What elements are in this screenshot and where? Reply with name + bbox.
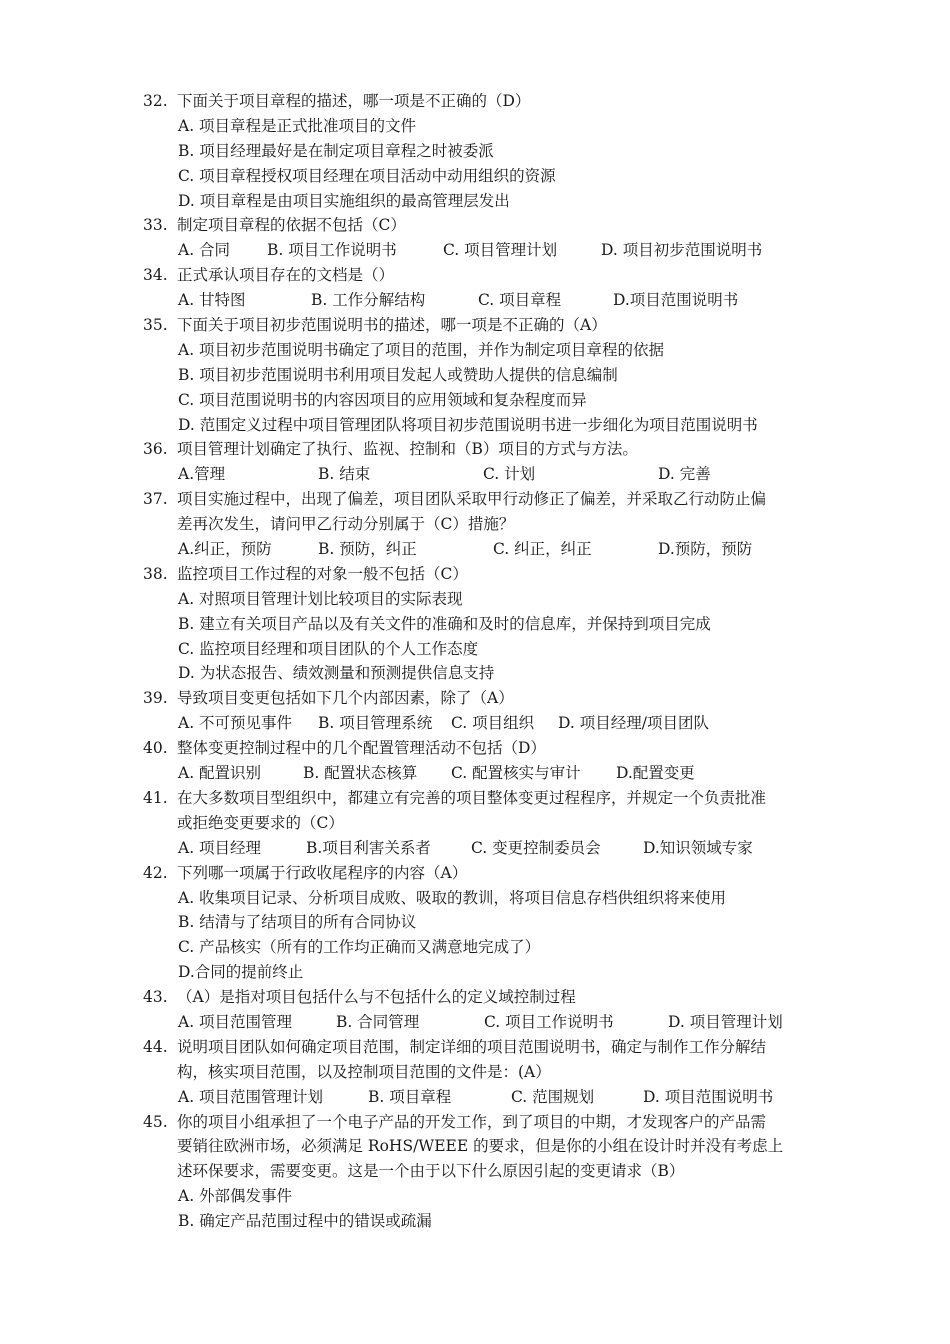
question-number: 35. bbox=[143, 316, 168, 335]
question-item bbox=[143, 437, 813, 487]
option-row bbox=[143, 1010, 813, 1035]
answer-option: A. 配置识别 bbox=[178, 764, 262, 783]
answer-option: C. 项目范围说明书的内容因项目的应用领域和复杂程度而异 bbox=[178, 390, 587, 409]
question-number: 36. bbox=[143, 440, 168, 459]
answer-option: C. 监控项目经理和项目团队的个人工作态度 bbox=[178, 639, 479, 658]
question-stem-line bbox=[143, 1035, 813, 1060]
question-text: 项目管理计划确定了执行、监视、控制和（B）项目的方式与方法。 bbox=[177, 440, 638, 459]
option-row bbox=[143, 462, 813, 487]
answer-option: C. 项目管理计划 bbox=[443, 241, 558, 260]
answer-option: D. 项目初步范围说明书 bbox=[601, 241, 763, 260]
question-number: 45. bbox=[143, 1112, 168, 1131]
option-row bbox=[143, 761, 813, 786]
question-stem-line bbox=[143, 89, 813, 114]
question-text: 制定项目章程的依据不包括（C） bbox=[177, 216, 406, 235]
answer-option: A. 对照项目管理计划比较项目的实际表现 bbox=[178, 589, 463, 608]
answer-option: A. 不可预见事件 bbox=[178, 714, 293, 733]
option-row bbox=[143, 288, 813, 313]
option-row bbox=[143, 960, 813, 985]
option-row bbox=[143, 363, 813, 388]
answer-option: B. 工作分解结构 bbox=[311, 291, 426, 310]
question-text: 构，核实项目范围，以及控制项目范围的文件是：(A） bbox=[177, 1062, 551, 1081]
question-stem-line bbox=[143, 487, 813, 512]
question-text: 导致项目变更包括如下几个内部因素，除了（A） bbox=[177, 689, 514, 708]
option-row bbox=[143, 587, 813, 612]
option-row bbox=[143, 935, 813, 960]
question-stem-line bbox=[143, 213, 813, 238]
question-item bbox=[143, 1035, 813, 1110]
option-row bbox=[143, 238, 813, 263]
question-number: 39. bbox=[143, 689, 168, 708]
answer-option: C. 项目章程授权项目经理在项目活动中动用组织的资源 bbox=[178, 166, 556, 185]
answer-option: D. 项目范围说明书 bbox=[643, 1087, 774, 1106]
answer-option: D. 项目经理/项目团队 bbox=[558, 714, 709, 733]
question-number: 40. bbox=[143, 739, 168, 758]
answer-option: C. 产品核实（所有的工作均正确而又满意地完成了） bbox=[178, 938, 541, 957]
question-stem-line bbox=[143, 263, 813, 288]
option-row bbox=[143, 139, 813, 164]
question-text: 下面关于项目初步范围说明书的描述，哪一项是不正确的（A） bbox=[177, 316, 607, 335]
option-row bbox=[143, 537, 813, 562]
option-row bbox=[143, 388, 813, 413]
question-stem-line bbox=[143, 1134, 813, 1159]
question-text: 述环保要求，需要变更。这是一个由于以下什么原因引起的变更请求（B） bbox=[177, 1162, 685, 1181]
answer-option: D. 完善 bbox=[658, 465, 711, 484]
option-row bbox=[143, 711, 813, 736]
question-number: 38. bbox=[143, 564, 168, 583]
question-number: 42. bbox=[143, 863, 168, 882]
question-item bbox=[143, 562, 813, 686]
question-item bbox=[143, 263, 813, 313]
question-item bbox=[143, 1110, 813, 1234]
question-text: 差再次发生，请问甲乙行动分别属于（C）措施？ bbox=[177, 515, 515, 534]
answer-option: B. 项目管理系统 bbox=[318, 714, 433, 733]
answer-option: A.纠正，预防 bbox=[178, 540, 272, 559]
answer-option: A. 合同 bbox=[178, 241, 231, 260]
option-row bbox=[143, 114, 813, 139]
question-number: 44. bbox=[143, 1037, 168, 1056]
answer-option: B. 确定产品范围过程中的错误或疏漏 bbox=[178, 1212, 432, 1231]
question-stem-line bbox=[143, 786, 813, 811]
option-row bbox=[143, 886, 813, 911]
question-item bbox=[143, 861, 813, 985]
answer-option: D.预防，预防 bbox=[658, 540, 753, 559]
question-item bbox=[143, 313, 813, 437]
question-text: 监控项目工作过程的对象一般不包括（C） bbox=[177, 564, 468, 583]
question-stem-line bbox=[143, 313, 813, 338]
question-number: 37. bbox=[143, 490, 168, 509]
answer-option: A. 项目范围管理计划 bbox=[178, 1087, 324, 1106]
question-text: 项目实施过程中，出现了偏差，项目团队采取甲行动修正了偏差，并采取乙行动防止偏 bbox=[177, 490, 767, 509]
question-stem-line bbox=[143, 811, 813, 836]
answer-option: C. 项目组织 bbox=[451, 714, 535, 733]
option-row bbox=[143, 413, 813, 438]
question-stem-line bbox=[143, 736, 813, 761]
question-stem-line bbox=[143, 1060, 813, 1085]
answer-option: B. 项目初步范围说明书利用项目发起人或赞助人提供的信息编制 bbox=[178, 365, 618, 384]
question-stem-line bbox=[143, 985, 813, 1010]
question-text: 在大多数项目型组织中，都建立有完善的项目整体变更过程程序，并规定一个负责批准 bbox=[177, 788, 767, 807]
answer-option: C. 项目工作说明书 bbox=[484, 1012, 614, 1031]
answer-option: C. 范围规划 bbox=[511, 1087, 595, 1106]
question-text: （A）是指对项目包括什么与不包括什么的定义域控制过程 bbox=[177, 988, 576, 1007]
question-item bbox=[143, 686, 813, 736]
answer-option: A.管理 bbox=[178, 465, 226, 484]
option-row bbox=[143, 1209, 813, 1234]
answer-option: A. 项目范围管理 bbox=[178, 1012, 293, 1031]
answer-option: D.合同的提前终止 bbox=[178, 963, 304, 982]
question-text: 要销往欧洲市场，必须满足 RoHS/WEEE 的要求，但是你的小组在设计时并没有考虑上 bbox=[177, 1137, 784, 1156]
answer-option: B. 项目经理最好是在制定项目章程之时被委派 bbox=[178, 141, 494, 160]
question-text: 或拒绝变更要求的（C） bbox=[177, 813, 344, 832]
answer-option: A. 甘特图 bbox=[178, 291, 246, 310]
answer-option: A. 项目初步范围说明书确定了项目的范围，并作为制定项目章程的依据 bbox=[178, 340, 665, 359]
option-row bbox=[143, 637, 813, 662]
option-row bbox=[143, 338, 813, 363]
question-item bbox=[143, 487, 813, 562]
answer-option: D. 为状态报告、绩效测量和预测提供信息支持 bbox=[178, 664, 495, 683]
question-text: 正式承认项目存在的文档是（） bbox=[177, 266, 395, 285]
question-text: 下列哪一项属于行政收尾程序的内容（A） bbox=[177, 863, 468, 882]
answer-option: A. 收集项目记录、分析项目成败、吸取的教训，将项目信息存档供组织将来使用 bbox=[178, 888, 727, 907]
question-text: 说明项目团队如何确定项目范围，制定详细的项目范围说明书，确定与制作工作分解结 bbox=[177, 1037, 767, 1056]
question-text: 整体变更控制过程中的几个配置管理活动不包括（D） bbox=[177, 739, 546, 758]
option-row bbox=[143, 1184, 813, 1209]
answer-option: D. 项目管理计划 bbox=[668, 1012, 783, 1031]
answer-option: A. 项目章程是正式批准项目的文件 bbox=[178, 116, 417, 135]
option-row bbox=[143, 661, 813, 686]
answer-option: C. 计划 bbox=[483, 465, 536, 484]
option-row bbox=[143, 910, 813, 935]
question-number: 34. bbox=[143, 266, 168, 285]
answer-option: C. 纠正，纠正 bbox=[493, 540, 592, 559]
answer-option: B. 建立有关项目产品以及有关文件的准确和及时的信息库，并保持到项目完成 bbox=[178, 614, 711, 633]
answer-option: D. 项目章程是由项目实施组织的最高管理层发出 bbox=[178, 191, 510, 210]
answer-option: B.项目利害关系者 bbox=[306, 838, 431, 857]
answer-option: B. 配置状态核算 bbox=[303, 764, 418, 783]
question-text: 下面关于项目章程的描述，哪一项是不正确的（D） bbox=[177, 92, 531, 110]
answer-option: C. 项目章程 bbox=[478, 291, 562, 310]
option-row bbox=[143, 836, 813, 861]
answer-option: D.项目范围说明书 bbox=[613, 291, 739, 310]
option-row bbox=[143, 189, 813, 214]
question-stem-line bbox=[143, 1110, 813, 1135]
answer-option: A. 项目经理 bbox=[178, 838, 262, 857]
question-stem-line bbox=[143, 437, 813, 462]
question-number: 41. bbox=[143, 788, 168, 807]
question-stem-line bbox=[143, 1159, 813, 1184]
question-item bbox=[143, 985, 813, 1035]
answer-option: B. 结清与了结项目的所有合同协议 bbox=[178, 913, 417, 932]
question-item bbox=[143, 736, 813, 786]
question-stem-line bbox=[143, 861, 813, 886]
answer-option: B. 结束 bbox=[318, 465, 371, 484]
option-row bbox=[143, 612, 813, 637]
answer-option: C. 配置核实与审计 bbox=[451, 764, 581, 783]
answer-option: A. 外部偶发事件 bbox=[178, 1187, 293, 1206]
answer-option: D. 范围定义过程中项目管理团队将项目初步范围说明书进一步细化为项目范围说明书 bbox=[178, 415, 758, 434]
answer-option: D.配置变更 bbox=[616, 764, 695, 783]
question-number: 32. bbox=[143, 92, 168, 110]
question-number: 43. bbox=[143, 988, 168, 1007]
question-item bbox=[143, 213, 813, 263]
question-list bbox=[143, 89, 813, 1234]
option-row bbox=[143, 1085, 813, 1110]
question-number: 33. bbox=[143, 216, 168, 235]
question-item bbox=[143, 786, 813, 861]
question-item bbox=[143, 89, 813, 213]
question-stem-line bbox=[143, 686, 813, 711]
option-row bbox=[143, 164, 813, 189]
question-text: 你的项目小组承担了一个电子产品的开发工作，到了项目的中期，才发现客户的产品需 bbox=[177, 1112, 767, 1131]
question-stem-line bbox=[143, 512, 813, 537]
answer-option: B. 合同管理 bbox=[336, 1012, 420, 1031]
answer-option: D.知识领域专家 bbox=[643, 838, 753, 857]
answer-option: C. 变更控制委员会 bbox=[471, 838, 601, 857]
question-stem-line bbox=[143, 562, 813, 587]
answer-option: B. 预防，纠正 bbox=[318, 540, 417, 559]
answer-option: B. 项目工作说明书 bbox=[267, 241, 397, 260]
answer-option: B. 项目章程 bbox=[368, 1087, 452, 1106]
